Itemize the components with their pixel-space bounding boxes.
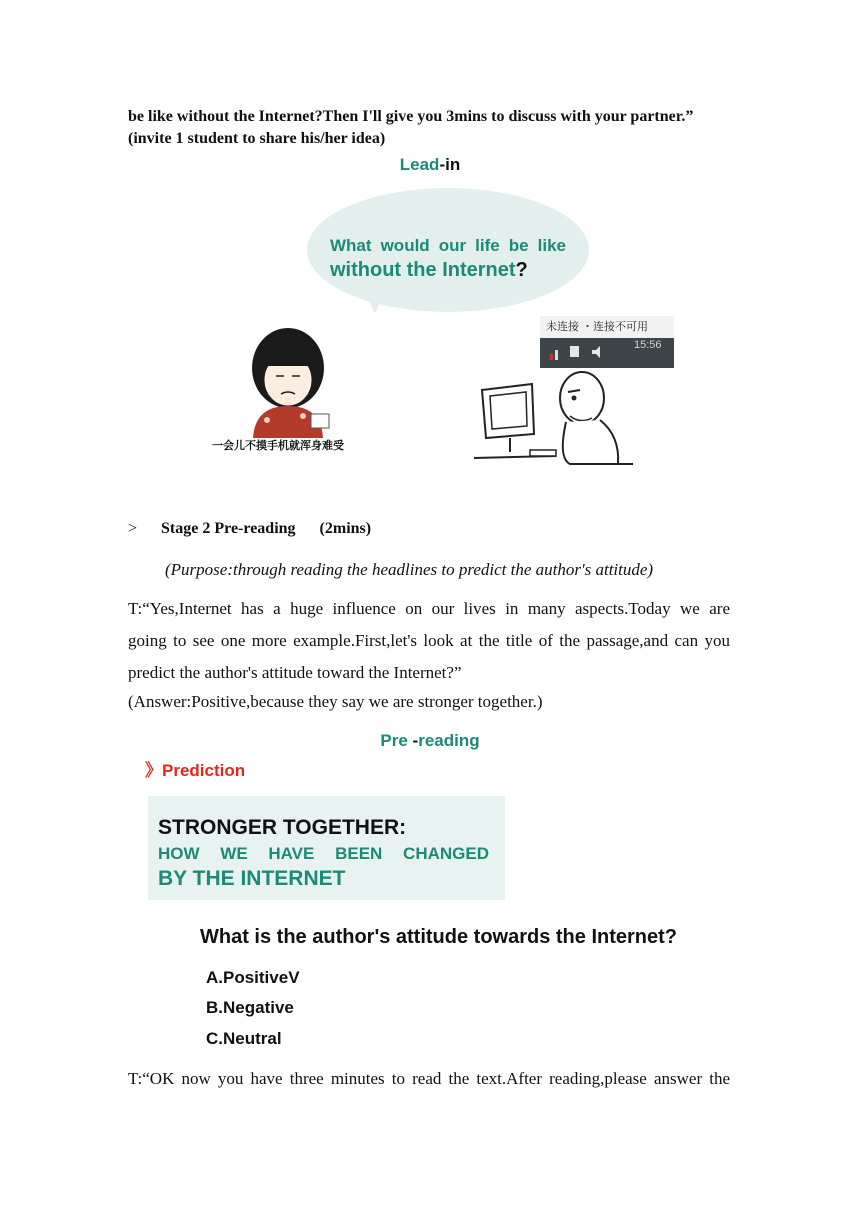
network-status-text: 未连接 ・连接不可用 [546, 321, 649, 333]
speech-bubble-tail [365, 292, 385, 314]
lead-in-slide-title [0, 155, 860, 175]
option-b: B.Negative [206, 998, 294, 1017]
headline-line-3: BY THE INTERNET [158, 867, 346, 890]
lead-in-title-part2: -in [439, 155, 461, 174]
headline-line-1: STRONGER TOGETHER: [158, 816, 407, 839]
attitude-question: What is the author's attitude towards the Internet? [200, 926, 678, 948]
pre-reading-title-dash: - [407, 731, 419, 750]
girl-cartoon-image [233, 318, 343, 438]
bullet-marker: > [128, 520, 138, 537]
answer-text: (Answer:Positive,because they say we are stronger together.) [128, 692, 543, 711]
girl-caption: 一会儿不摸手机就浑身难受 [212, 440, 344, 452]
flag-icon [570, 346, 579, 357]
prediction-label: 》Prediction [145, 761, 246, 780]
teacher-paragraph-line-3: predict the author's attitude toward the Internet?” [128, 663, 462, 682]
teacher-paragraph-2: T:“OK now you have three minutes to read the text.After reading,please answer the [128, 1069, 730, 1088]
bubble-text-main: without the Internet [330, 259, 516, 281]
pre-reading-title-part3: reading [418, 731, 480, 750]
bubble-question-mark: ? [515, 259, 528, 281]
teacher-paragraph-line-1: T:“Yes,Internet has a huge influence on our lives in many aspects.Today we are [128, 599, 730, 618]
option-c: C.Neutral [206, 1029, 282, 1048]
pre-reading-slide-title [0, 731, 860, 751]
intro-line-1: be like without the Internet?Then I'll give you 3mins to discuss with your partner.” [128, 108, 694, 125]
option-a: A.PositiveV [206, 968, 300, 987]
stage-2-duration: (2mins) [319, 520, 372, 537]
network-icon [550, 350, 558, 360]
lead-in-title-part1: Lead [399, 155, 440, 174]
headline-line-2: HOW WE HAVE BEEN CHANGED [158, 844, 489, 863]
bubble-text-line-1: What would our life be like [330, 236, 566, 255]
bubble-text-line-2 [330, 259, 528, 282]
intro-line-2: (invite 1 student to share his/her idea) [128, 130, 386, 147]
stage-2-heading [128, 520, 371, 538]
taskbar-icons [548, 342, 618, 362]
man-at-computer-cartoon [470, 360, 635, 468]
stage-2-title: Stage 2 Pre-reading [161, 520, 296, 537]
network-time: 15:56 [634, 339, 662, 351]
teacher-paragraph-line-2: going to see one more example.First,let's look at the title of the passage,and can you [128, 631, 730, 650]
stage-2-purpose: (Purpose:through reading the headlines to predict the author's attitude) [165, 560, 654, 579]
speaker-icon [592, 346, 600, 358]
pre-reading-title-part1: Pre [380, 731, 408, 750]
